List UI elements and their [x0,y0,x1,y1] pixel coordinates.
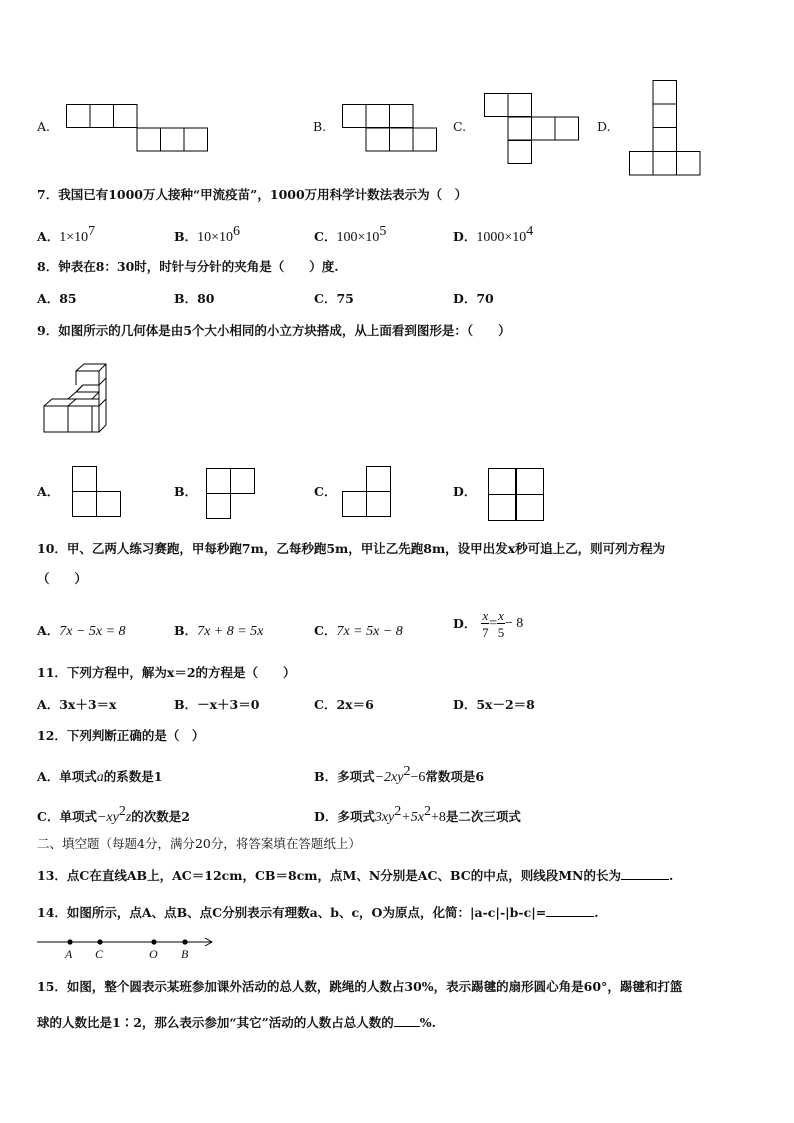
q7-option-a-label: A． [37,229,60,244]
q11-option-a: A．3x＋3＝x [37,697,117,712]
answer-blank[interactable] [546,906,594,917]
q9-figure-c [342,466,394,520]
q9-stem: 9．如图所示的几何体是由5个大小相同的小立方块搭成，从上面看到图形是：（ ） [37,323,511,338]
q7-option-d-exp: 4 [526,224,534,239]
q10-option-d-tail: − 8 [504,616,524,631]
q8-option-c: C．75 [314,291,354,306]
q9-figure-b [206,468,258,522]
q7-option-c-base: 100×10 [336,230,380,245]
answer-blank[interactable] [621,869,669,880]
q7-option-b-base: 10×10 [197,230,233,245]
q10-option-a-expr: 7x − 5x = 8 [59,624,126,639]
frac2-numerator: x [498,608,504,623]
q10-option-c [314,620,403,640]
q7-option-b-exp: 6 [232,224,240,239]
q9-option-d-label: D． [453,484,477,499]
frac2-denominator: 5 [497,625,505,640]
q12-option-d [314,806,521,826]
q10-option-d-frac2 [497,609,505,639]
q14-end: . [594,905,599,920]
q10-option-d-equals: = [489,616,498,631]
q11-option-d: D．5x－2＝8 [453,697,535,712]
answer-blank[interactable] [394,1016,420,1027]
q15-line1: 15．如图，整个圆表示某班参加课外活动的总人数，跳绳的人数占30%，表示踢毽的扇形圆心角是60°，踢毽和打篮 [37,979,683,994]
q12-option-d-exp1: 2 [394,804,402,819]
q7-option-c-exp: 5 [379,224,387,239]
q7-option-c [314,226,386,246]
point-c-label: C [95,947,104,961]
q6-option-c-label: C. [453,119,467,134]
q7-option-c-label: C． [314,229,337,244]
point-o-dot [151,939,156,944]
q12-option-a [37,766,162,786]
q9-figure-d [488,468,546,524]
q12-option-c-label: C．单项式 [37,809,97,824]
q6-option-a-label: A. [37,119,51,134]
q12-option-d-tail: 是二次三项式 [445,809,521,824]
q10-option-a-label: A． [37,623,60,638]
q13-stem: 13．点C在直线AB上，AC＝12cm，CB＝8cm，点M、N分别是AC、BC的中点，则线段MN的长为 [37,868,621,883]
q12-option-b [314,766,484,786]
q12-option-d-m1: 3xy [374,810,395,825]
q10-option-d [453,609,523,639]
q10-option-a [37,620,126,640]
q12-option-b-m1: −2xy [374,770,404,785]
q12-option-d-m3: +8 [430,810,446,825]
point-a-label: A [65,947,73,961]
q11-stem: 11．下列方程中，解为x＝2的方程是（ ） [37,665,296,680]
point-a-dot [67,939,72,944]
q10-paren: （ ） [37,571,88,586]
frac1-numerator: x [482,608,489,623]
q10-option-c-expr: 7x = 5x − 8 [336,624,403,639]
q9-solid-figure [42,363,112,435]
q12-option-b-exp: 2 [403,764,411,779]
q15-line2-wrap [37,1012,436,1031]
q7-option-d-base: 1000×10 [476,230,527,245]
point-b-label: B [181,947,189,961]
q6-net-c [484,93,582,165]
q6-option-b-label: B. [313,119,327,134]
q10-stem: 10．甲、乙两人练习赛跑，甲每秒跑7m，乙每秒跑5m，甲让乙先跑8m，设甲出发x秒可追上乙，则可列方程为 [37,541,666,556]
q12-option-a-math: a [96,770,104,785]
q12-option-a-label: A．单项式 [37,769,97,784]
q7-option-d-label: D． [453,229,477,244]
q11-option-c: C．2x＝6 [314,697,374,712]
q12-option-d-exp2: 2 [423,804,431,819]
q7-option-b-label: B． [174,229,198,244]
q9-option-b-label: B． [174,484,198,499]
frac1-denominator: 7 [482,625,489,640]
q12-option-c-exp: 2 [118,804,126,819]
point-b-dot [182,939,187,944]
q12-option-c-m1: −xy [96,810,119,825]
q8-option-d: D．70 [453,291,494,306]
q12-option-a-tail: 的系数是1 [103,769,163,784]
q9-option-a-label: A． [37,484,60,499]
q10-option-b [174,620,263,640]
q6-net-a [66,104,211,152]
q9-option-c-label: C． [314,484,337,499]
q8-option-a: A．85 [37,291,77,306]
q15-end: %. [419,1015,437,1030]
q10-option-b-label: B． [174,623,198,638]
q14-number-line [37,936,217,966]
q13-end: . [668,868,674,883]
q13 [37,865,673,884]
q7-option-a-exp: 7 [88,224,96,239]
q6-net-b [342,104,440,152]
q14 [37,902,599,921]
q12-option-c-tail: 的次数是2 [131,809,190,824]
q7-option-a [37,226,95,246]
point-o-label: O [149,947,158,961]
q11-option-b: B．－x＋3＝0 [174,697,260,712]
q12-stem: 12．下列判断正确的是（ ） [37,728,205,743]
q8-option-b: B．80 [174,291,215,306]
q12-option-b-tail: 常数项是6 [425,769,485,784]
q9-figure-a [72,466,124,520]
q10-option-b-expr: 7x + 8 = 5x [197,624,264,639]
q10-option-c-label: C． [314,623,337,638]
q12-option-d-label: D．多项式 [314,809,375,824]
q12-option-b-m2: −6 [410,770,426,785]
q7-option-d [453,226,533,246]
q10-option-d-label: D． [453,615,477,631]
q7-stem: 7．我国已有1000万人接种“甲流疫苗”，1000万用科学计数法表示为（ ） [37,187,468,202]
q15-line2: 球的人数比是1∶2，那么表示参加“其它”活动的人数占总人数的 [37,1015,394,1030]
point-c-dot [97,939,102,944]
q7-option-b [174,226,240,246]
q6-net-d [629,80,703,176]
q12-option-d-m2: +5x [401,810,424,825]
q8-stem: 8．钟表在8：30时，时针与分针的夹角是（ ）度. [37,259,339,274]
q12-option-c [37,806,190,826]
q7-option-a-base: 1×10 [59,230,89,245]
section-heading: 二、填空题（每题4分，满分20分，将答案填在答题纸上） [37,836,361,851]
q12-option-b-label: B．多项式 [314,769,375,784]
q12-option-c-m2: z [125,810,132,825]
q6-option-d-label: D. [597,119,611,134]
q14-stem: 14．如图所示，点A、点B、点C分别表示有理数a、b、c，O为原点，化简：|a-c|-|b-c|= [37,905,547,920]
